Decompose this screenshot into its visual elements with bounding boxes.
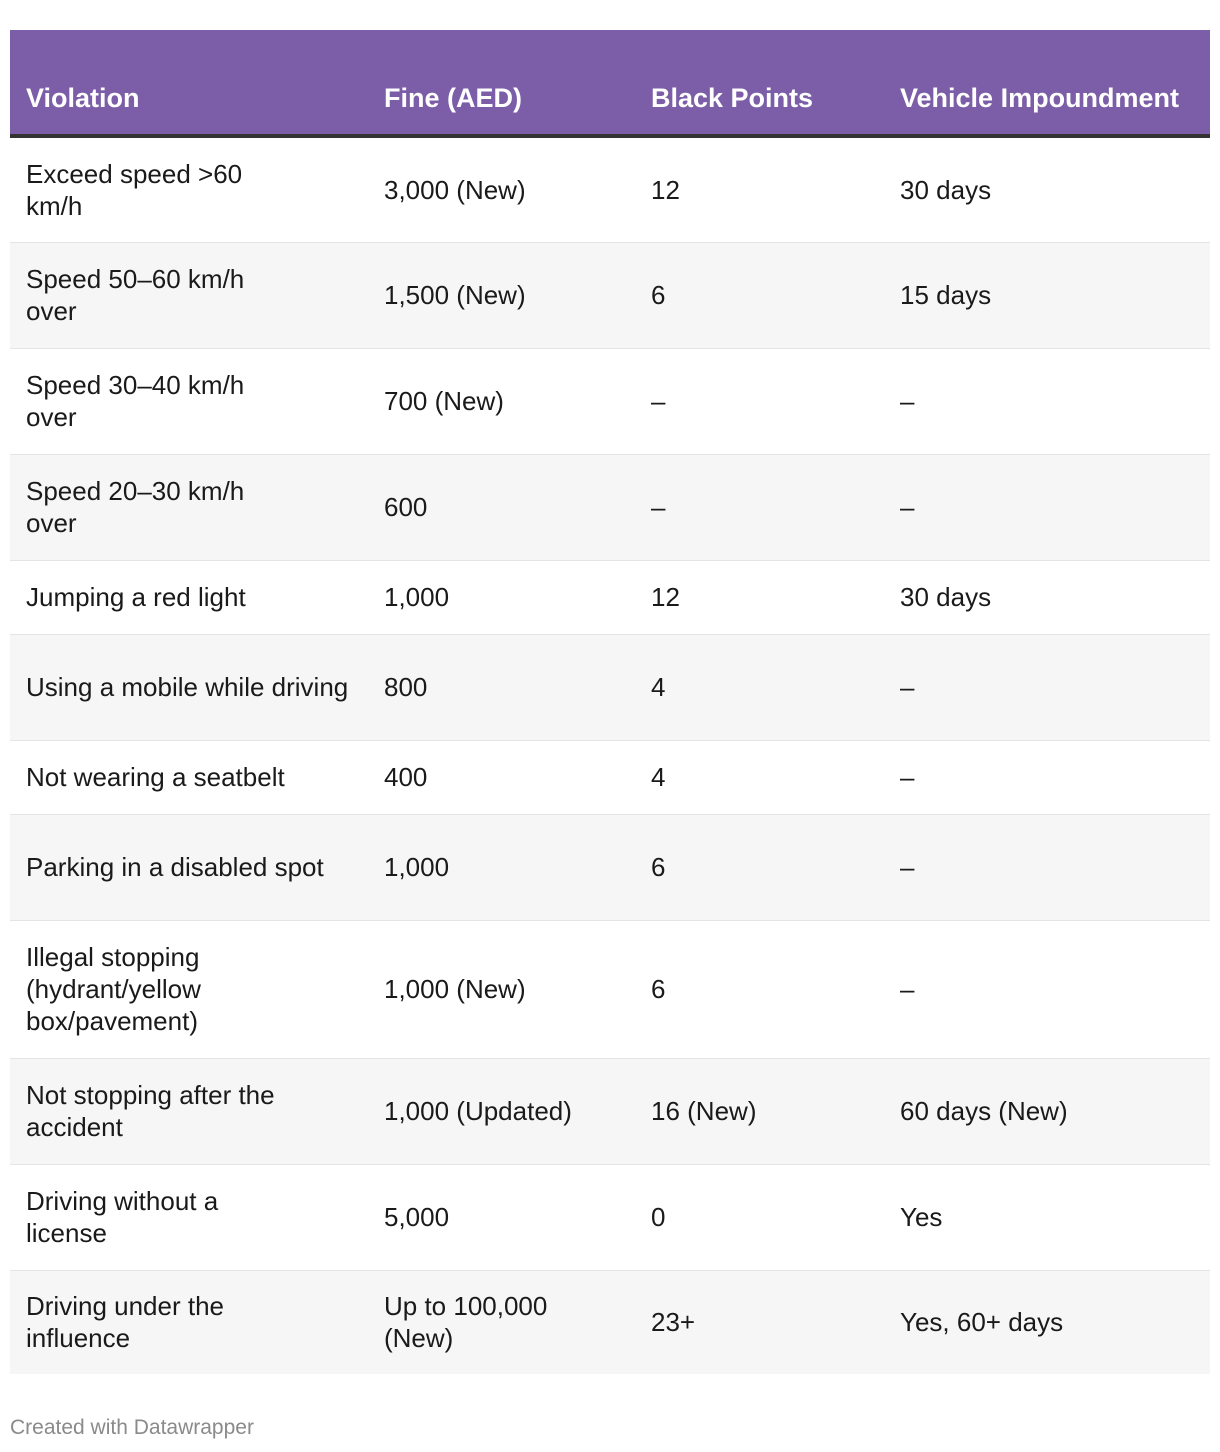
column-header-violation: Violation <box>10 30 368 136</box>
table-header <box>10 30 1210 136</box>
fine-cell: 5,000 <box>368 1164 635 1270</box>
table-row <box>10 920 1210 1058</box>
impoundment-cell: – <box>884 634 1210 740</box>
black-points-cell: 6 <box>635 920 884 1058</box>
fine-cell: Up to 100,000 (New) <box>368 1270 635 1374</box>
black-points-cell: 6 <box>635 814 884 920</box>
black-points-cell: – <box>635 348 884 454</box>
table-row <box>10 348 1210 454</box>
impoundment-cell: 30 days <box>884 136 1210 242</box>
black-points-cell: 6 <box>635 242 884 348</box>
fine-cell: 700 (New) <box>368 348 635 454</box>
table-row <box>10 1164 1210 1270</box>
impoundment-cell: Yes, 60+ days <box>884 1270 1210 1374</box>
table-row <box>10 814 1210 920</box>
black-points-cell: 0 <box>635 1164 884 1270</box>
violation-cell: Driving without a license <box>10 1164 368 1270</box>
black-points-cell: – <box>635 454 884 560</box>
impoundment-cell: – <box>884 814 1210 920</box>
fine-cell: 1,000 <box>368 814 635 920</box>
fine-cell: 400 <box>368 740 635 814</box>
violation-cell: Illegal stopping (hydrant/yellow box/pavement) <box>10 920 368 1058</box>
table-row <box>10 634 1210 740</box>
violation-cell: Not wearing a seatbelt <box>10 740 368 814</box>
impoundment-cell: – <box>884 740 1210 814</box>
fines-table <box>10 30 1210 1374</box>
violation-cell: Speed 20–30 km/h over <box>10 454 368 560</box>
table-body <box>10 136 1210 1374</box>
column-header-fine: Fine (AED) <box>368 30 635 136</box>
table-row <box>10 136 1210 242</box>
impoundment-cell: 60 days (New) <box>884 1058 1210 1164</box>
impoundment-cell: – <box>884 920 1210 1058</box>
violation-cell: Not stopping after the accident <box>10 1058 368 1164</box>
header-row <box>10 30 1210 136</box>
column-header-black-points: Black Points <box>635 30 884 136</box>
fines-table-container <box>10 30 1210 1374</box>
table-row <box>10 1270 1210 1374</box>
black-points-cell: 16 (New) <box>635 1058 884 1164</box>
fine-cell: 800 <box>368 634 635 740</box>
violation-cell: Speed 30–40 km/h over <box>10 348 368 454</box>
fine-cell: 1,000 (Updated) <box>368 1058 635 1164</box>
fine-cell: 1,000 <box>368 560 635 634</box>
impoundment-cell: – <box>884 454 1210 560</box>
table-row <box>10 560 1210 634</box>
fine-cell: 3,000 (New) <box>368 136 635 242</box>
column-header-vehicle-impoundment: Vehicle Impoundment <box>884 30 1210 136</box>
violation-cell: Parking in a disabled spot <box>10 814 368 920</box>
violation-cell: Jumping a red light <box>10 560 368 634</box>
impoundment-cell: 30 days <box>884 560 1210 634</box>
violation-cell: Driving under the influence <box>10 1270 368 1374</box>
black-points-cell: 4 <box>635 634 884 740</box>
impoundment-cell: 15 days <box>884 242 1210 348</box>
table-row <box>10 1058 1210 1164</box>
black-points-cell: 12 <box>635 560 884 634</box>
table-row <box>10 242 1210 348</box>
impoundment-cell: Yes <box>884 1164 1210 1270</box>
impoundment-cell: – <box>884 348 1210 454</box>
fine-cell: 1,500 (New) <box>368 242 635 348</box>
black-points-cell: 12 <box>635 136 884 242</box>
violation-cell: Using a mobile while driving <box>10 634 368 740</box>
fine-cell: 600 <box>368 454 635 560</box>
table-row <box>10 740 1210 814</box>
table-row <box>10 454 1210 560</box>
violation-cell: Exceed speed >60 km/h <box>10 136 368 242</box>
fine-cell: 1,000 (New) <box>368 920 635 1058</box>
datawrapper-credit[interactable]: Created with Datawrapper <box>10 1416 254 1439</box>
violation-cell: Speed 50–60 km/h over <box>10 242 368 348</box>
black-points-cell: 23+ <box>635 1270 884 1374</box>
black-points-cell: 4 <box>635 740 884 814</box>
